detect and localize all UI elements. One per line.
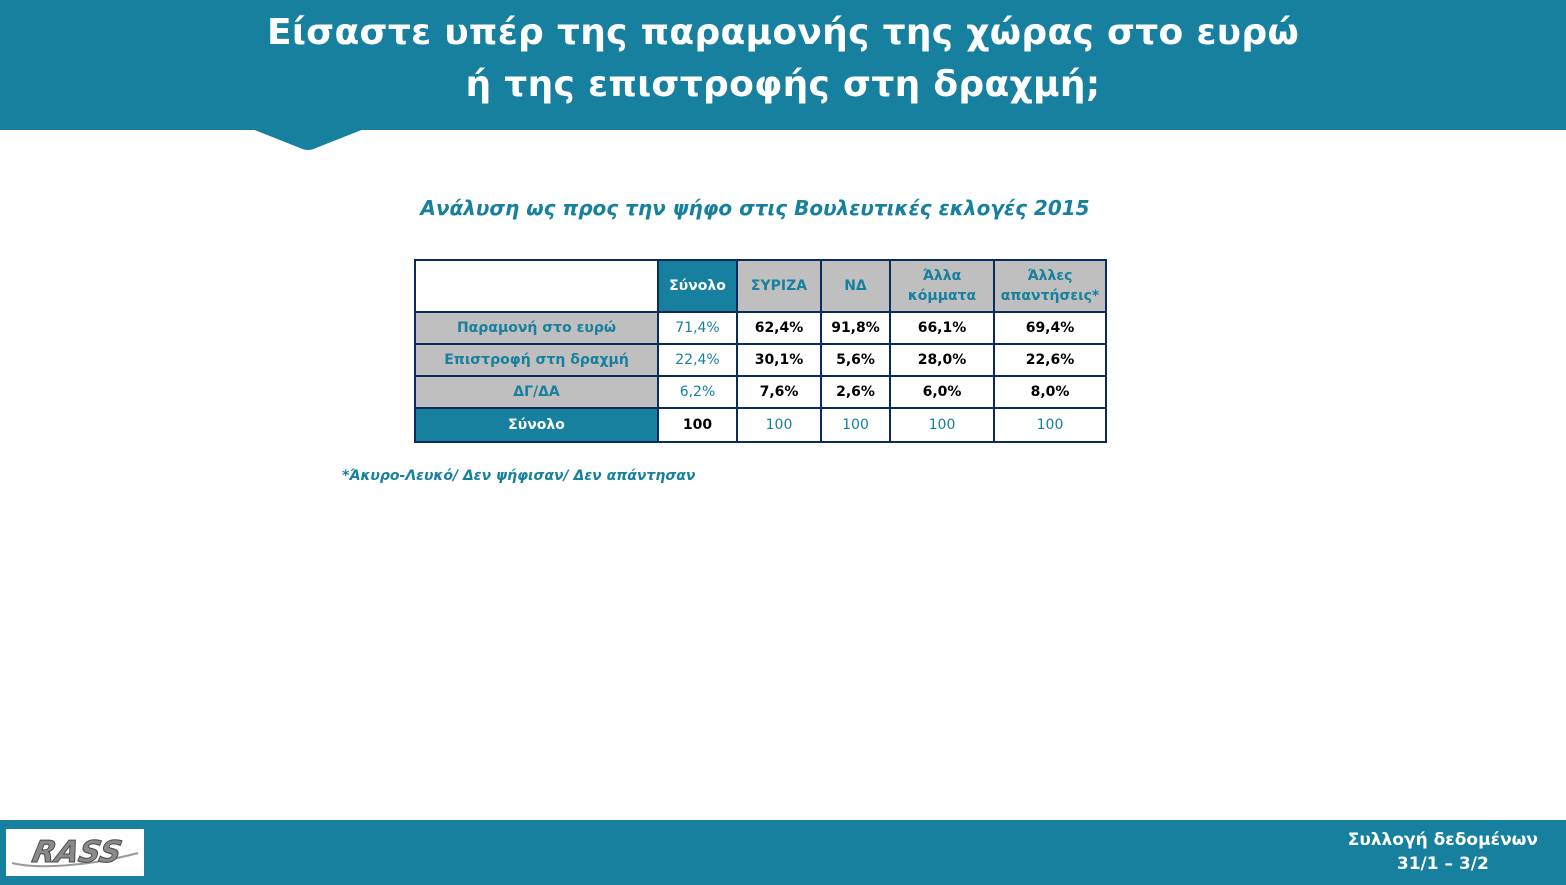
page-title-line-1: Είσαστε υπέρ της παραμονής της χώρας στο ευρώ	[266, 12, 1300, 53]
column-header-other-answers-line-2: απαντήσεις*	[1000, 288, 1100, 304]
cell-value: 8,0%	[994, 376, 1106, 408]
data-collection-dates: 31/1 – 3/2	[1396, 854, 1489, 874]
row-label-dk-na: ΔΓ/ΔΑ	[415, 376, 658, 408]
rass-logo	[6, 829, 144, 876]
cell-value: 91,8%	[821, 312, 890, 344]
cell-value: 6,0%	[890, 376, 994, 408]
column-header-other-answers	[994, 260, 1106, 312]
footnote: *Άκυρο-Λευκό/ Δεν ψήφισαν/ Δεν απάντησαν	[342, 468, 696, 484]
cell-value: 100	[994, 408, 1106, 442]
cell-value: 7,6%	[737, 376, 821, 408]
svg-text:RASS: RASS	[29, 835, 125, 870]
cell-value: 100	[890, 408, 994, 442]
cell-value: 30,1%	[737, 344, 821, 376]
data-collection-info	[1348, 828, 1538, 876]
table-header-row	[415, 260, 1106, 312]
cell-value: 22,4%	[658, 344, 737, 376]
row-label-stay-euro: Παραμονή στο ευρώ	[415, 312, 658, 344]
cell-value: 100	[821, 408, 890, 442]
header-bar	[0, 0, 1566, 130]
column-header-total: Σύνολο	[658, 260, 737, 312]
data-collection-label: Συλλογή δεδομένων	[1347, 830, 1538, 850]
table-total-row	[415, 408, 1106, 442]
table-row	[415, 312, 1106, 344]
footer-bar	[0, 820, 1566, 885]
cell-value: 2,6%	[821, 376, 890, 408]
column-header-other-parties-line-1: Άλλα	[922, 268, 962, 284]
row-label-return-drachma: Επιστροφή στη δραχμή	[415, 344, 658, 376]
column-header-nd: ΝΔ	[821, 260, 890, 312]
table-subtitle: Ανάλυση ως προς την ψήφο στις Βουλευτικές εκλογές 2015	[420, 196, 1090, 220]
cell-value: 22,6%	[994, 344, 1106, 376]
cell-value: 71,4%	[658, 312, 737, 344]
cell-value: 100	[658, 408, 737, 442]
header-pointer-decoration	[252, 129, 364, 153]
cell-value: 6,2%	[658, 376, 737, 408]
table-row	[415, 376, 1106, 408]
cell-value: 62,4%	[737, 312, 821, 344]
row-label-total: Σύνολο	[415, 408, 658, 442]
table-row	[415, 344, 1106, 376]
column-header-other-answers-line-1: Άλλες	[1027, 268, 1073, 284]
cell-value: 100	[737, 408, 821, 442]
column-header-other-parties-line-2: κόμματα	[907, 288, 977, 304]
column-header-other-parties	[890, 260, 994, 312]
cell-value: 28,0%	[890, 344, 994, 376]
column-header-syriza: ΣΥΡΙΖΑ	[737, 260, 821, 312]
page-title-line-2: ή της επιστροφής στη δραχμή;	[465, 64, 1101, 105]
results-table	[414, 259, 1107, 443]
cell-value: 69,4%	[994, 312, 1106, 344]
cell-value: 66,1%	[890, 312, 994, 344]
cell-value: 5,6%	[821, 344, 890, 376]
rass-logo-mark	[6, 829, 144, 876]
table-corner-cell	[415, 260, 658, 312]
